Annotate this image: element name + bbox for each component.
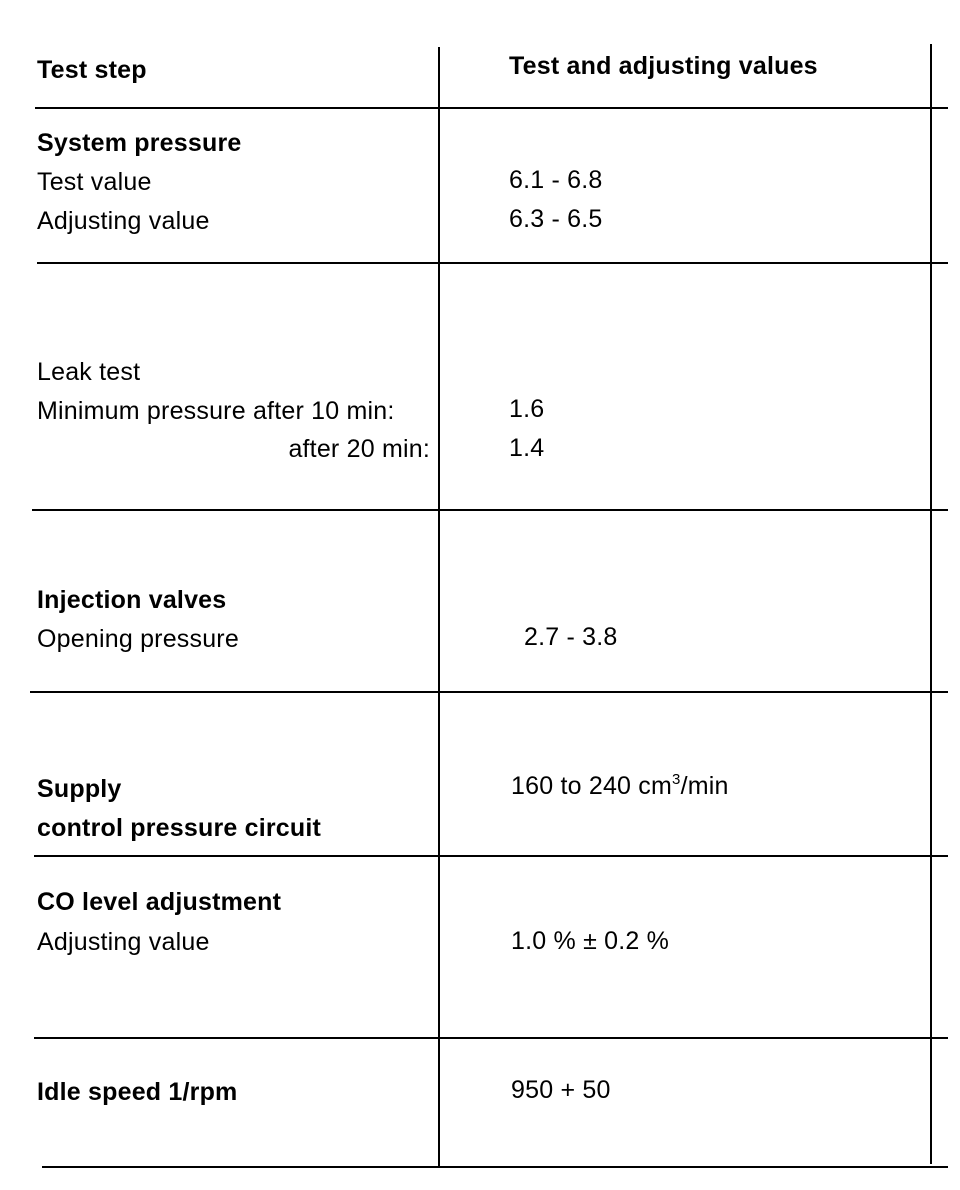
idle-speed-title: Idle speed 1/rpm <box>37 1078 238 1106</box>
row-divider <box>34 855 948 857</box>
column-divider <box>438 47 440 1167</box>
supply-value: 160 to 240 $cm^3/\min$ <box>511 771 729 800</box>
injection-opening-value: 2.7 - 3.8 <box>524 623 618 651</box>
superscript-3: 3 <box>672 771 681 788</box>
row-divider <box>37 262 948 264</box>
co-level-title: CO level adjustment <box>37 888 282 916</box>
leak-test-after20-label: after 20 min: <box>288 435 430 463</box>
leak-test-after20-value: 1.4 <box>509 434 545 462</box>
co-level-adjust-value: 1.0 % ± 0.2 % <box>511 927 670 955</box>
system-pressure-title: System pressure <box>37 129 242 157</box>
idle-speed-value: 950 + 50 <box>511 1076 611 1104</box>
row-divider <box>30 691 948 693</box>
leak-test-min-value: 1.6 <box>509 395 545 423</box>
right-border <box>930 44 932 1164</box>
system-pressure-test-value: 6.1 - 6.8 <box>509 166 603 194</box>
header-test-step: Test step <box>37 56 147 84</box>
injection-valves-title: Injection valves <box>37 586 227 614</box>
row-divider <box>34 1037 948 1039</box>
co-level-adjust-label: Adjusting value <box>37 928 210 956</box>
system-pressure-adjust-label: Adjusting value <box>37 207 210 235</box>
header-divider <box>35 107 948 109</box>
supply-title-line2: control pressure circuit <box>37 814 322 842</box>
system-pressure-adjust-value: 6.3 - 6.5 <box>509 205 603 233</box>
system-pressure-test-label: Test value <box>37 168 152 196</box>
injection-opening-label: Opening pressure <box>37 625 239 653</box>
bottom-border <box>42 1166 948 1168</box>
row-divider <box>32 509 948 511</box>
leak-test-min-label: Minimum pressure after 10 min: <box>37 397 395 425</box>
leak-test-title: Leak test <box>37 358 141 386</box>
header-values: Test and adjusting values <box>509 52 818 80</box>
supply-title-line1: Supply <box>37 775 122 803</box>
